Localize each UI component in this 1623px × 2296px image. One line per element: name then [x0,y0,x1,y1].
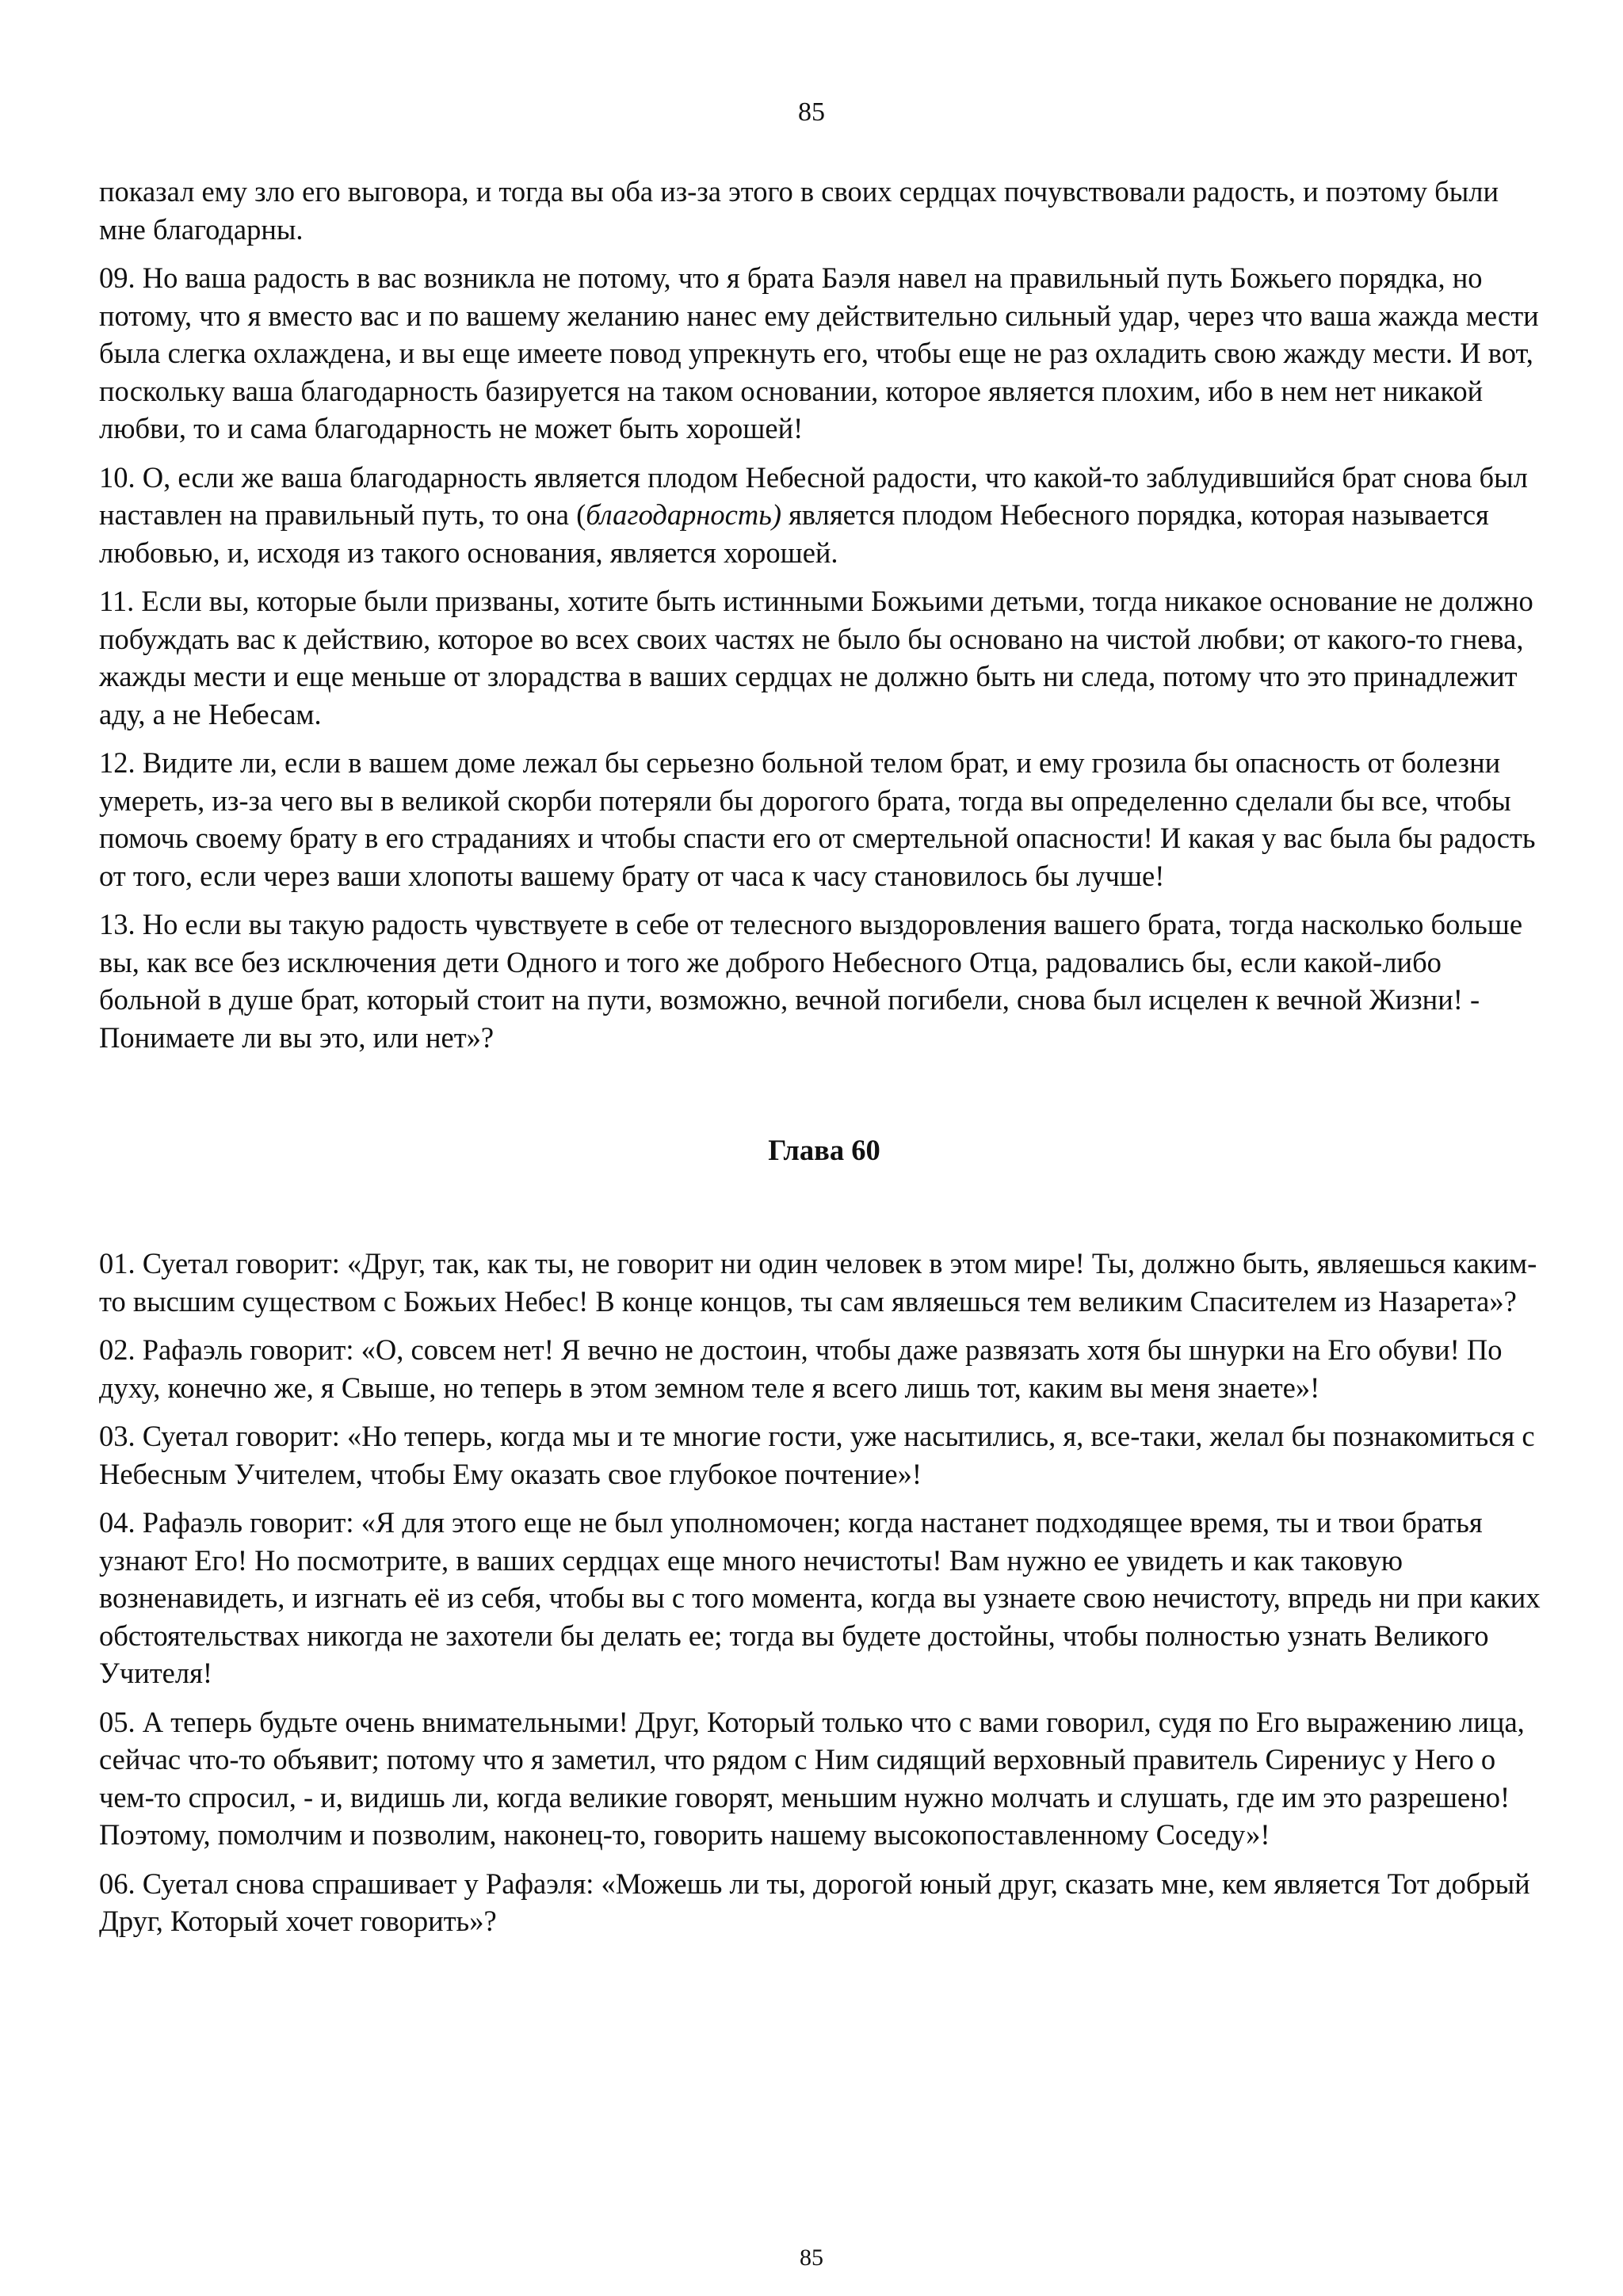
chapter-paragraph-01: 01. Суетал говорит: «Друг, так, как ты, не говорит ни один человек в этом мире! Ты, должно быть, являешься каким-то высшим существом с Божьих Небес! В конце концов, ты сам являешься тем великим Спасителем из Назарета»? [99,1247,1537,1318]
paragraph-09: 09. Но ваша радость в вас возникла не потому, что я брата Баэля навел на правильный путь Божьего порядка, но потому, что я вместо вас и по вашему желанию нанес ему действительно сильный удар, через что ваша жажда мести была слегка охлаждена, и вы еще имеете повод упрекнуть его, чтобы еще не раз охладить свою жажду мести. И вот, поскольку ваша благодарность базируется на таком основании, которое является плохим, ибо в нем нет никакой любви, то и сама благодарность не может быть хорошей! [99,261,1539,444]
chapter-title: Глава 60 [768,1134,880,1166]
chapter-paragraph-06: 06. Суетал снова спрашивает у Рафаэля: «Можешь ли ты, дорогой юный друг, сказать мне, кем является Тот добрый Друг, Который хочет говорить»? [99,1867,1530,1937]
paragraph-10-emphasis: благодарность) [586,498,781,531]
paragraph-10-part-a: 10. О, если же ваша благодарность является плодом Небесной радости, что какой-то заблудившийся брат снова был наставлен на правильный путь, то она ( [99,460,1528,531]
page-number-bottom: 85 [800,2245,823,2271]
paragraph-11: 11. Если вы, которые были призваны, хотите быть истинными Божьими детьми, тогда никакое основание не должно побуждать вас к действию, которое во всех своих частях не было бы основано на чистой любви; от какого-то гнева, жажды мести и еще меньше от злорадства в ваших сердцах не должно быть ни следа, потому что это принадлежит аду, а не Небесам. [99,585,1533,730]
paragraph-continuation: показал ему зло его выговора, и тогда вы оба из-за этого в своих сердцах почувствовали радость, и поэтому были мне благодарны. [99,175,1499,246]
page-number-top: 85 [798,97,825,127]
chapter-paragraph-02: 02. Рафаэль говорит: «О, совсем нет! Я вечно не достоин, чтобы даже развязать хотя бы шнурки на Его обуви! По духу, конечно же, я Свыше, но теперь в этом земном теле я всего лишь тот, каким вы меня знаете»! [99,1333,1503,1404]
chapter-paragraph-04: 04. Рафаэль говорит: «Я для этого еще не был уполномочен; когда настанет подходящее время, ты и твои братья узнают Его! Но посмотрите, в ваших сердцах еще много нечистоты! Вам нужно ее увидеть и как таковую возненавидеть, и изгнать её из себя, чтобы вы с того момента, когда вы узнаете свою нечистоту, впредь ни при каких обстоятельствах никогда не захотели бы делать ее; тогда вы будете достойны, чтобы полностью узнать Великого Учителя! [99,1506,1541,1689]
paragraph-10-part-b: является плодом Небесного порядка, которая называется любовью, и, исходя из такого основания, является хорошей. [99,498,1489,569]
chapter-paragraph-05: 05. А теперь будьте очень внимательными! Друг, Который только что с вами говорил, судя по Его выражению лица, сейчас что-то объявит; потому что я заметил, что рядом с Ним сидящий верховный правитель Сирениус у Него о чем-то спросил, - и, видишь ли, когда великие говорят, меньшим нужно молчать и слушать, где им это разрешено! Поэтому, помолчим и позволим, наконец-то, говорить нашему высокопоставленному Соседу»! [99,1705,1525,1851]
paragraph-13: 13. Но если вы такую радость чувствуете в себе от телесного выздоровления вашего брата, тогда насколько больше вы, как все без исключения дети Одного и того же доброго Небесного Отца, радовались бы, если какой-либо больной в душе брат, который стоит на пути, возможно, вечной погибели, снова был исцелен к вечной Жизни! - Понимаете ли вы это, или нет»? [99,908,1523,1054]
chapter-paragraph-03: 03. Суетал говорит: «Но теперь, когда мы и те многие гости, уже насытились, я, все-таки, желал бы познакомиться с Небесным Учителем, чтобы Ему оказать свое глубокое почтение»! [99,1420,1535,1490]
paragraph-10 [99,459,1549,572]
paragraph-12: 12. Видите ли, если в вашем доме лежал бы серьезно больной телом брат, и ему грозила бы опасность от болезни умереть, из-за чего вы в великой скорби потеряли бы дорогого брата, тогда вы определенно сделали бы все, чтобы помочь своему брату в его страданиях и чтобы спасти его от смертельной опасности! И какая у вас была бы радость от того, если через ваши хлопоты вашему брату от часа к часу становилось бы лучше! [99,746,1536,892]
page-content [99,173,1549,1951]
